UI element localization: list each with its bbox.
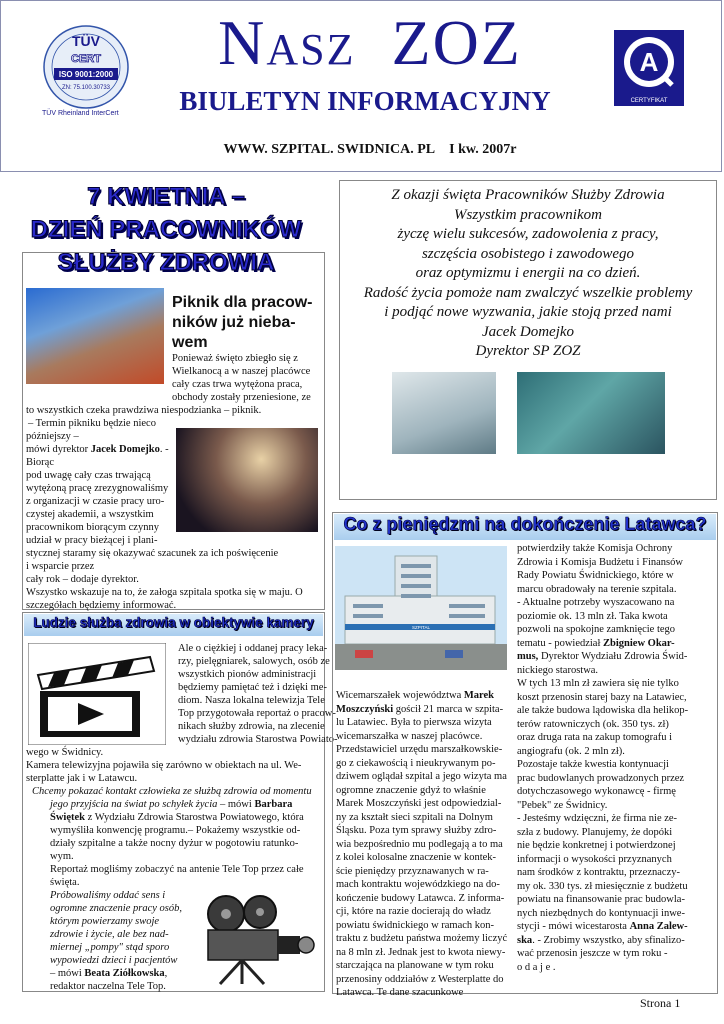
kamery-line: sterplatte jak i w Latawcu. <box>26 773 138 784</box>
kamery-line: redaktor naczelna Tele Top. <box>50 981 166 992</box>
piknik-text: . - <box>159 444 169 455</box>
latawiec-text: prac budowlanych prowadzonych przez <box>517 772 685 784</box>
kamery-line: wypowiedzi dzieci i pacjentów <box>50 955 178 966</box>
piknik-line: – Termin pikniku będzie nieco <box>28 418 156 429</box>
latawiec-text: kończenie budowy Latawca. Z informa- <box>336 892 505 904</box>
latawiec-text: "Pebek" ze Świdnicy. <box>517 799 608 811</box>
person-name: Barbara <box>254 799 293 810</box>
headline-line-1: 7 KWIETNIA – <box>87 183 245 210</box>
latawiec-text: mach kontraktu wojewódzkiego na do- <box>336 879 500 890</box>
tuv-zn-text: ZN: 75.100.30733 <box>61 85 111 91</box>
issue-line <box>150 142 590 158</box>
latawiec-line <box>517 839 676 853</box>
latawiec-text: ście pieniędzy przyznawanych w ra- <box>336 865 489 877</box>
masthead-rest: ASZ <box>266 25 356 74</box>
piknik-line: i wsparcie przez <box>26 561 95 572</box>
piknik-title <box>172 293 322 353</box>
latawiec-line <box>517 691 687 705</box>
tuv-caption: TÜV Rheinland InterCert <box>42 110 119 117</box>
latawiec-line <box>336 851 496 865</box>
kamery-title: Ludzie służba zdrowia w obiektywie kamery <box>33 615 314 630</box>
latawiec-text: tematu - powiedział <box>517 637 604 649</box>
latawiec-text: Marek Moszczyński jest odpowiedzial- <box>336 798 502 809</box>
latawiec-text: Pozostaje także kwestia kontynuacji <box>517 759 669 770</box>
latawiec-line <box>517 664 598 678</box>
kamery-line: działy szpitalne a także nocny dyżur w pogotowiu ratunko- <box>50 838 299 849</box>
piknik-line: czystej akademii, a wszystkim <box>26 509 154 520</box>
latawiec-line <box>336 986 463 1000</box>
director-name: Jacek Domejko <box>90 444 160 455</box>
piknik-line: udział w pracy bieżącej i plani- <box>26 535 158 546</box>
kamery-line: wymyśliła konwencję programu.– Pokażemy wszystkie od- <box>50 825 301 836</box>
website-url[interactable]: WWW. SZPITAL. SWIDNICA. PL <box>223 142 436 157</box>
kamery-line <box>50 811 304 825</box>
kamery-line: miernej „pompy" stąd sporo <box>50 942 170 953</box>
latawiec-text: angiografu (ok. 2 mln zł). <box>517 745 625 757</box>
kamery-line: Kamera telewizyjna pojawiła się zarówno w obiektach na ul. We- <box>26 760 302 771</box>
latawiec-text: powiatu na finansowanie prac budowla- <box>517 894 685 905</box>
cert-letter: A <box>639 47 659 77</box>
masthead-subtitle: BIULETYN INFORMACYJNY <box>179 86 551 116</box>
latawiec-text: oraz druga rata na zakup tomografu i <box>517 732 673 743</box>
latawiec-line <box>517 596 674 610</box>
kamery-text: – mówi <box>217 799 255 810</box>
kamery-line: wym. <box>50 851 74 862</box>
latawiec-line <box>336 743 502 757</box>
kamery-line <box>50 967 167 981</box>
greeting-line: Radość życia pomoże nam zwalczyć wszelkie problemy <box>363 284 693 301</box>
kamery-line: Chcemy pokazać kontakt człowieka ze służbą zdrowia od momentu <box>32 786 312 797</box>
kamery-text: , <box>164 968 168 979</box>
greeting-signature: Dyrektor SP ZOZ <box>475 343 581 359</box>
kamery-line: Ale o ciężkiej i oddanej pracy leka- <box>178 643 328 654</box>
latawiec-text: dziwem oglądał szpital a jego wizyta ma <box>336 771 507 782</box>
latawiec-line <box>517 718 669 732</box>
greeting-line: i podjąć nowe wyzwania, jakie stoją przed nami <box>384 304 672 320</box>
kamery-line: Próbowaliśmy oddać sens i <box>50 890 166 901</box>
latawiec-text: marcu obradowały na terenie szpitala. <box>517 583 677 595</box>
film-camera-icon <box>190 892 318 986</box>
kamery-line: diom. Nasza lokalna telewizja Tele <box>178 695 325 706</box>
piknik-photo-armwrestling <box>26 288 164 384</box>
latawiec-text: . - Zrobimy wszystko, aby sfinalizo- <box>532 934 685 946</box>
building-sign: SZPITAL <box>412 625 430 630</box>
latawiec-line <box>336 770 507 784</box>
headline-line-3: SŁUŻBY ZDROWIA <box>57 249 275 276</box>
latawiec-line <box>336 959 494 973</box>
latawiec-line <box>517 677 679 691</box>
piknik-line <box>26 443 169 457</box>
person-name: Świętek <box>50 812 85 823</box>
piknik-line: stycznej staramy się okazywać szacunek za ich poświęcenie <box>26 548 279 559</box>
latawiec-line <box>336 797 501 811</box>
latawiec-line <box>517 610 668 624</box>
latawiec-text: terów ratowniczych (ok. 350 tys. zł) <box>517 718 669 730</box>
latawiec-text: szła z budowy. Planujemy, że dopóki <box>517 826 673 838</box>
latawiec-line <box>336 892 504 906</box>
masthead-initial: N <box>218 7 267 78</box>
latawiec-line <box>336 784 486 798</box>
latawiec-line <box>336 838 503 852</box>
kamery-line: którym powierzamy swoje <box>50 916 160 927</box>
latawiec-line <box>336 757 496 771</box>
piknik-line: Wszystko wskazuje na to, że załoga szpitala spotka się w maju. O <box>26 587 303 598</box>
latawiec-line <box>517 866 680 880</box>
latawiec-text: nie będzie konkretnej i potwierdzonej <box>517 840 676 851</box>
latawiec-line <box>517 772 684 786</box>
piknik-title-line: wem <box>172 334 208 351</box>
latawiec-line <box>517 907 685 921</box>
person-name: Zbigniew Okar- <box>603 637 675 649</box>
greeting-signature: Jacek Domejko <box>481 323 575 340</box>
latawiec-text: potwierdziły także Komisja Ochrony <box>517 543 673 554</box>
piknik-line: cały czas trwa wytężona praca, <box>172 379 303 390</box>
kamery-line: zdrowie i życie, ale bez nad- <box>50 929 169 940</box>
latawiec-line <box>517 799 607 813</box>
kamery-line: Reportaż mogliśmy zobaczyć na antenie Tele Top przez całe <box>50 864 304 875</box>
greeting-line: oraz optymizmu i energii na co dzień. <box>415 265 641 281</box>
kamery-text: z Wydziału Zdrowia Starostwa Powiatowego, która <box>85 812 304 823</box>
latawiec-line <box>336 919 494 933</box>
latawiec-text: - Aktualne potrzeby wyszacowano na <box>517 597 675 608</box>
kamery-line <box>50 798 292 812</box>
latawiec-line <box>517 650 687 664</box>
greeting-line: Wszystkim pracownikom <box>454 206 602 223</box>
latawiec-line <box>336 932 507 946</box>
latawiec-text: z kolei kolosalne znaczenie w kontek- <box>336 852 497 863</box>
latawiec-text: na 8 mln zł. Jednak jest to kwota niewy- <box>336 946 506 958</box>
kamery-quote: jego przyjścia na świat po schyłek życia <box>50 799 218 810</box>
latawiec-line <box>517 947 667 961</box>
latawiec-text: nam środków z kontraktu, przeznaczy- <box>517 867 680 878</box>
latawiec-line <box>517 637 675 651</box>
kamery-line: wszystkich pionów administracji <box>178 669 317 680</box>
person-name: ska <box>517 934 533 946</box>
piknik-title-line: Piknik dla pracow- <box>172 294 313 311</box>
latawiec-text: stycji - mówi wicestarosta <box>517 921 630 932</box>
person-name: Beata Ziółkowska <box>84 968 165 979</box>
kamery-text: – mówi <box>50 968 85 979</box>
latawiec-line <box>517 542 672 556</box>
masthead-title <box>160 8 580 85</box>
tuv-iso-text: ISO 9001:2000 <box>58 70 114 79</box>
latawiec-text: cji, które na razie docierają do władz <box>336 906 491 917</box>
kamery-line: będziemy pamiętać też i dzięki me- <box>178 682 327 693</box>
latawiec-line <box>336 689 494 703</box>
latawiec-line <box>517 934 685 948</box>
surgery-photo <box>517 372 665 454</box>
greeting-line: życzę wielu sukcesów, zadowolenia z pracy, <box>397 226 659 242</box>
latawiec-line <box>517 745 625 759</box>
piknik-line: Biorąc <box>26 457 54 468</box>
person-name: Marek <box>463 690 494 701</box>
latawiec-line <box>517 556 683 570</box>
latawiec-text: wać przenosin jeszcze w tym roku - <box>517 948 668 959</box>
latawiec-line <box>517 920 688 934</box>
latawiec-line <box>336 905 491 919</box>
latawiec-text: wia bezpośrednio mu podlegają a to ma <box>336 838 503 850</box>
piknik-line: cały rok – dodaje dyrektor. <box>26 574 139 585</box>
latawiec-line <box>517 731 672 745</box>
latawiec-text: ogromne znaczenie gdyż to właśnie <box>336 784 486 796</box>
latawiec-text: dotychczasowego wykonawcę - firmę <box>517 786 676 797</box>
latawiec-text: lu Latawiec. Była to pierwsza wizyta <box>336 717 492 728</box>
latawiec-text: Śląsku. Poza tym sprawy służby zdro- <box>336 825 497 836</box>
latawiec-text: poziomie ok. 13 mln zł. Taka kwota <box>517 610 668 622</box>
latawiec-text: pozwoli na spokojne zamknięcie tego <box>517 624 676 635</box>
piknik-line: obchody zostały przeniesione, ze <box>172 392 311 403</box>
latawiec-line <box>336 811 493 825</box>
latawiec-line <box>336 878 500 892</box>
latawiec-line <box>517 623 675 637</box>
latawiec-text: koszt przenosin starej bazy na Latawiec, <box>517 691 687 703</box>
latawiec-text: my ok. 330 tys. zł miesięcznie z budżetu <box>517 880 688 892</box>
kamery-line: wydziału zdrowia Starostwa Powiato- <box>178 734 338 745</box>
latawiec-line <box>517 893 685 907</box>
latawiec-text: - Jesteśmy wdzięczni, że firma nie ze- <box>517 813 678 824</box>
latawiec-text: Dyrektor Wydziału Zdrowia Świd- <box>538 651 688 662</box>
latawiec-text: traktu z budżetu państwa możemy liczyć <box>336 933 508 944</box>
latawiec-line <box>336 730 482 744</box>
greeting-line: szczęścia osobistego i zawodowego <box>421 245 635 262</box>
latawiec-text: o d a j e . <box>517 961 556 973</box>
piknik-line: to wszystkich czeka prawdziwa niespodzianka – piknik. <box>26 405 262 416</box>
hospital-building-photo <box>335 546 507 670</box>
tuv-top-text: TÜV <box>72 33 100 49</box>
latawiec-text: starczająca na planowane w tym roku <box>336 960 494 971</box>
latawiec-line <box>336 716 492 730</box>
kamery-line: ogromne znaczenie pracy osób, <box>50 903 183 914</box>
latawiec-text: Zdrowia i Komisja Budżetu i Finansów <box>517 556 683 568</box>
kamery-line: święta. <box>50 877 80 888</box>
kamery-line: nikach służby zdrowia, na zlecenie <box>178 721 325 732</box>
certificate-logo <box>614 30 684 106</box>
latawiec-line <box>517 880 688 894</box>
person-name: mus, <box>517 651 539 662</box>
latawiec-line <box>336 703 503 717</box>
latawiec-text: Wicemarszałek województwa <box>336 690 464 701</box>
latawiec-line <box>517 785 676 799</box>
latawiec-text: W tych 13 mln zł zawiera się nie tylko <box>517 678 679 689</box>
person-name: Moszczyński <box>336 703 394 715</box>
issue-number: I kw. 2007r <box>449 142 517 157</box>
latawiec-text: informacji o wysokości przyznanych <box>517 853 672 865</box>
piknik-line: późniejszy – <box>26 431 79 442</box>
latawiec-text: powiatu świdnickiego w ramach kon- <box>336 919 495 931</box>
piknik-line: szczegółach będziemy informować. <box>26 600 177 611</box>
latawiec-text: wicemarszałka w naszej placówce. <box>336 730 483 742</box>
latawiec-text: gościł 21 marca w szpita- <box>393 703 504 715</box>
hospital-corridor-photo <box>392 372 496 454</box>
latawiec-line <box>336 865 489 879</box>
headline-line-2: DZIEŃ PRACOWNIKÓW <box>30 216 302 243</box>
latawiec-text: Rady Powiatu Świdnickiego, które w <box>517 570 674 581</box>
piknik-text: mówi dyrektor <box>26 444 91 455</box>
clapperboard-icon <box>28 643 166 745</box>
piknik-line: pracownikom biorącym czynny <box>26 522 159 533</box>
piknik-line: Wielkanocą a w naszej placówce <box>172 366 311 377</box>
cert-caption: CERTYFIKAT <box>630 98 668 104</box>
tuv-cert-logo <box>42 24 130 110</box>
latawiec-line <box>517 583 676 597</box>
latawiec-line <box>517 853 672 867</box>
person-name: Anna Zalew- <box>629 921 688 932</box>
tuv-mid-text: CERT <box>71 53 101 65</box>
latawiec-line <box>517 812 677 826</box>
latawiec-line <box>517 826 672 840</box>
piknik-line: wytężoną pracę zrezygnowaliśmy <box>26 483 169 494</box>
latawiec-text: go z ciekawością i nieukrywanym po- <box>336 757 496 769</box>
latawiec-text: nickiego starostwa. <box>517 664 599 676</box>
kamery-line: Top przygotowała reportaż o pracow- <box>178 708 336 719</box>
latawiec-text: ny za kształt sieci szpitali na Dolnym <box>336 811 493 823</box>
latawiec-text: przenosiny oddziałów z Westerplatte do <box>336 973 504 985</box>
latawiec-line <box>517 704 688 718</box>
piknik-line: pod uwagę cały czas trwającą <box>26 470 151 481</box>
latawiec-line <box>336 973 504 987</box>
latawiec-title: Co z pieniędzmi na dokończenie Latawca? <box>343 514 707 534</box>
piknik-line: Ponieważ święto zbiegło się z <box>172 353 298 364</box>
latawiec-text: Latawca. Te dane szacunkowe <box>336 987 464 998</box>
latawiec-text: ale także budowa lądowiska dla helikop- <box>517 705 689 716</box>
latawiec-line <box>336 946 505 960</box>
latawiec-text: Przedstawiciel urzędu marszałkowskie- <box>336 744 503 755</box>
kamery-line: wego w Świdnicy. <box>26 747 104 758</box>
kamery-line: rzy, pielęgniarek, salowych, osób ze <box>178 656 330 667</box>
latawiec-text: nych niezbędnych do kontynuacji inwe- <box>517 907 685 919</box>
piknik-photo-dance <box>176 428 318 532</box>
piknik-title-line: ników już nieba- <box>172 314 296 331</box>
masthead-zoz: ZOZ <box>391 7 522 78</box>
piknik-line: z organizacji w czasie pracy uro- <box>26 496 165 507</box>
latawiec-line <box>517 569 674 583</box>
latawiec-line <box>336 824 496 838</box>
greeting-line: Z okazji święta Pracowników Służby Zdrowia <box>391 187 665 203</box>
latawiec-line <box>517 961 556 975</box>
page-number: Strona 1 <box>640 996 681 1010</box>
latawiec-line <box>517 758 669 772</box>
